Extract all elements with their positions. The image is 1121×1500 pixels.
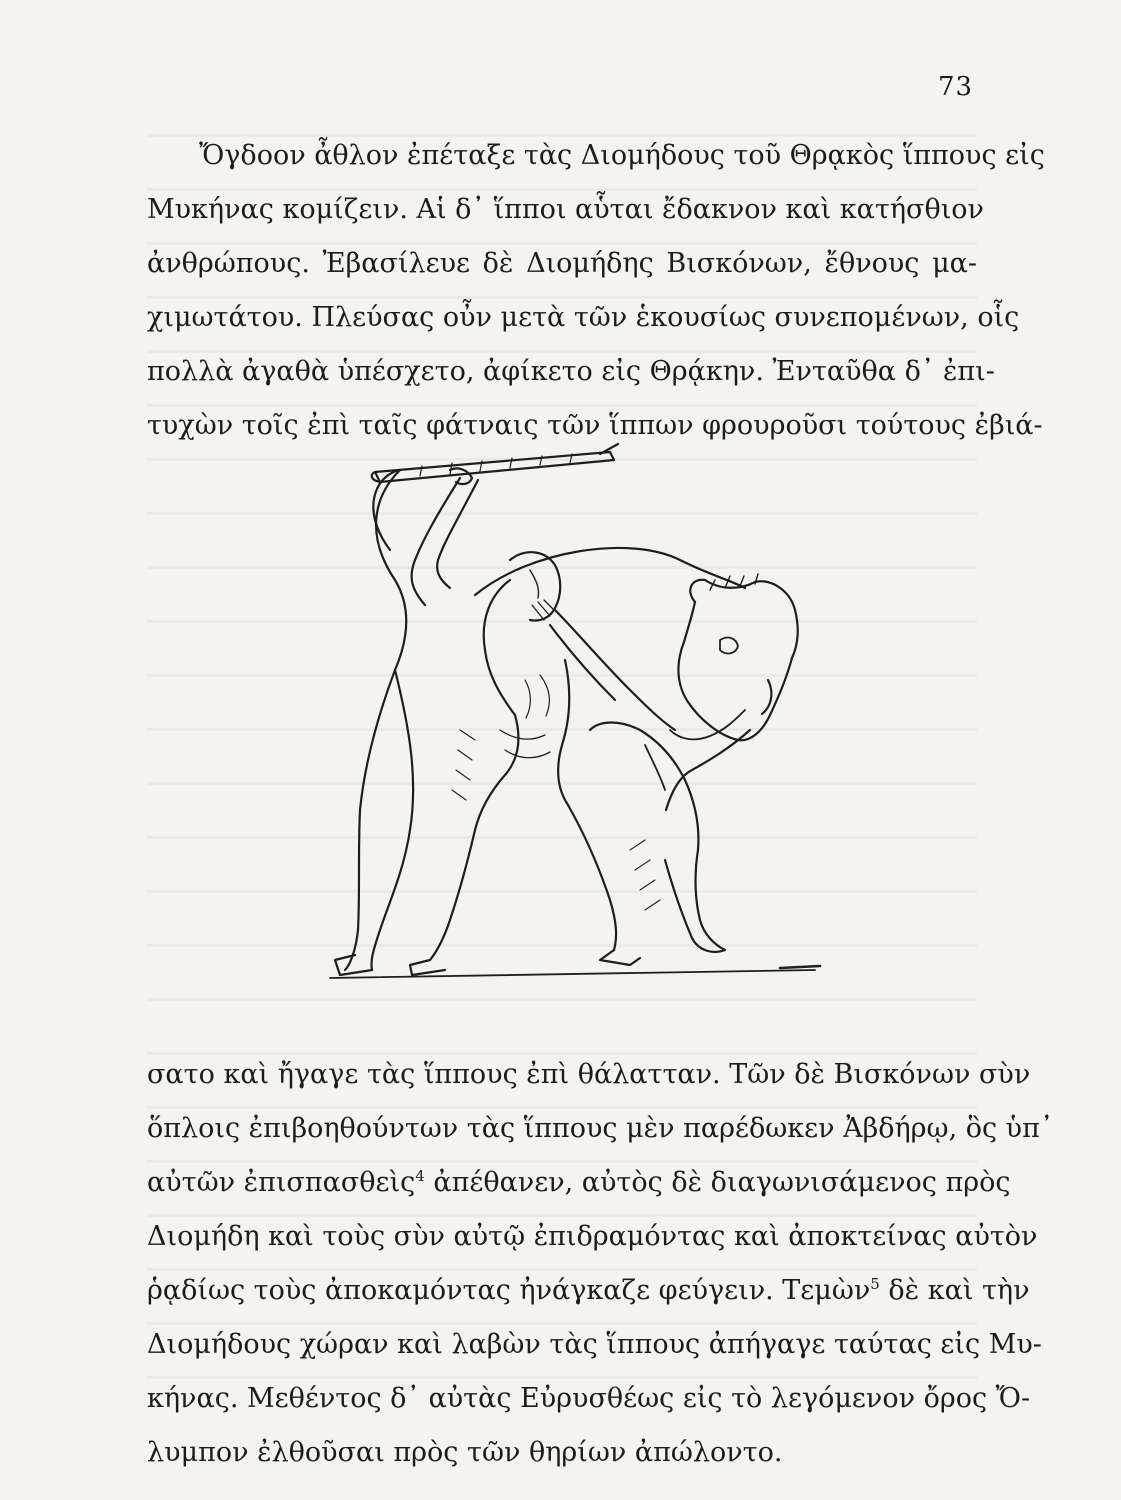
text-line: ἀνθρώπους. Ἐβασίλευε δὲ Διομήδης Βισκόνων, ἔθνους μα- bbox=[147, 248, 977, 279]
text-line: λυμπον ἐλθοῦσαι πρὸς τῶν θηρίων ἀπώλοντο. bbox=[147, 1437, 783, 1468]
page-number: 73 bbox=[938, 72, 974, 102]
text-line: πολλὰ ἀγαθὰ ὑπέσχετο, ἀφίκετο εἰς Θρᾴκην. Ἐνταῦθα δ᾽ ἐπι- bbox=[147, 356, 995, 387]
text-line: σατο καὶ ἤγαγε τὰς ἵππους ἐπὶ θάλατταν. Τῶν δὲ Βισκόνων σὺν bbox=[147, 1059, 1031, 1090]
text-line: τυχὼν τοῖς ἐπὶ ταῖς φάτναις τῶν ἵππων φρουροῦσι τούτους ἐβιά- bbox=[147, 410, 1043, 441]
text-line: ῥᾳδίως τοὺς ἀποκαμόντας ἠνάγκαζε φεύγειν. Τεμὼν$^5$ δὲ καὶ τὴν bbox=[147, 1275, 1030, 1306]
text-line: Διομήδη καὶ τοὺς σὺν αὐτῷ ἐπιδραμόντας καὶ ἀποκτείνας αὐτὸν bbox=[147, 1221, 1038, 1252]
text-line: χιμωτάτου. Πλεύσας οὖν μετὰ τῶν ἑκουσίως συνεπομένων, οἷς bbox=[147, 302, 1020, 333]
text-line: ὅπλοις ἐπιβοηθούντων τὰς ἵππους μὲν παρέδωκεν Ἀβδήρῳ, ὃς ὑπ᾽ bbox=[147, 1113, 1054, 1144]
text-line: Ὄγδοον ἆθλον ἐπέταξε τὰς Διομήδους τοῦ Θρᾳκὸς ἵππους εἰς bbox=[199, 140, 1045, 171]
footnote-marker[interactable]: 4 bbox=[415, 1167, 425, 1185]
paragraph-bottom bbox=[147, 1048, 1054, 1480]
club-icon bbox=[372, 444, 618, 482]
footnote-marker[interactable]: 5 bbox=[870, 1275, 880, 1293]
text-line: κήνας. Μεθέντος δ᾽ αὐτὰς Εὐρυσθέως εἰς τὸ λεγόμενον ὄρος Ὄ- bbox=[147, 1383, 1031, 1414]
text-line: αὐτῶν ἐπισπασθεὶς$^4$ ἀπέθανεν, αὐτὸς δὲ διαγωνισάμενος πρὸς bbox=[147, 1167, 1011, 1198]
paragraph-top bbox=[147, 129, 1045, 453]
heracles-horse-drawing-icon bbox=[300, 430, 840, 1000]
text-line: Μυκήνας κομίζειν. Αἱ δ᾽ ἵπποι αὗται ἔδακνον καὶ κατήσθιον bbox=[147, 194, 984, 225]
text-line: Διομήδους χώραν καὶ λαβὼν τὰς ἵππους ἀπήγαγε ταύτας εἰς Μυ- bbox=[147, 1329, 1042, 1360]
